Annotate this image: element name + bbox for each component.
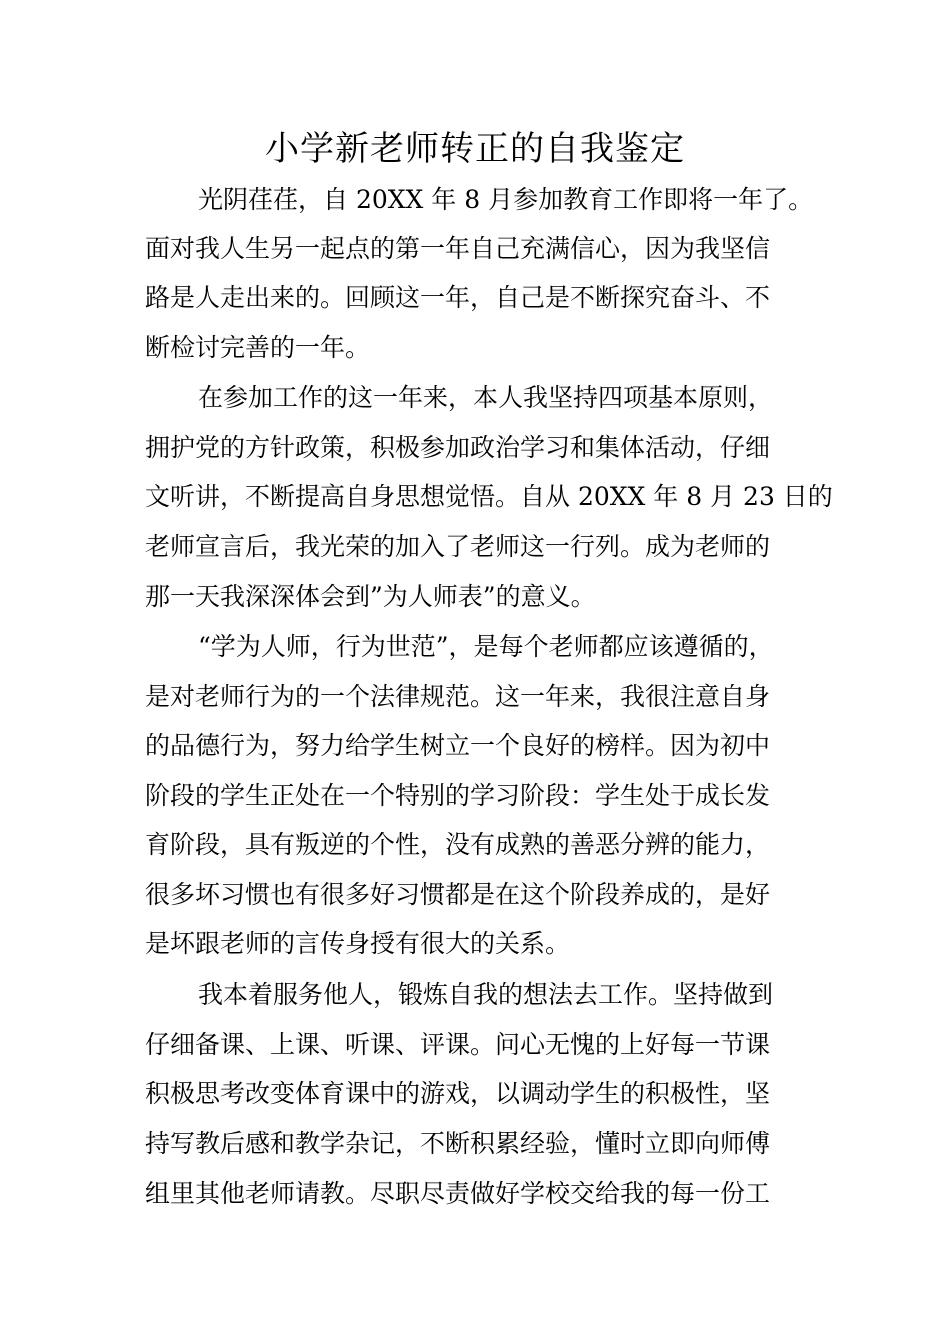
paragraph-2-line-1: 在参加工作的这一年来，本人我坚持四项基本原则， [198,383,774,412]
paragraph-1-line-2: 面对我人生另一起点的第一年自己充满信心，因为我坚信 [145,234,771,263]
document-title: 小学新老师转正的自我鉴定 [265,129,685,169]
paragraph-3-line-7: 是坏跟老师的言传身授有很大的关系。 [145,929,571,958]
paragraph-4-line-3: 积极思考改变体育课中的游戏，以调动学生的积极性，坚 [145,1079,771,1108]
paragraph-1-line-1: 光阴荏荏，自 20XX 年 8 月参加教育工作即将一年了。 [198,185,814,214]
paragraph-2-line-5: 那一天我深深体会到”为人师表”的意义。 [145,582,596,611]
paragraph-3-line-6: 很多坏习惯也有很多好习惯都是在这个阶段养成的，是好 [145,880,771,909]
paragraph-4-line-4: 持写教后感和教学杂记，不断积累经验，懂时立即向师傅 [145,1129,771,1158]
paragraph-4-line-5: 组里其他老师请教。尽职尽责做好学校交给我的每一份工 [145,1179,771,1208]
paragraph-3-line-1: “学为人师，行为世范”，是每个老师都应该遵循的， [198,632,774,661]
paragraph-3-line-4: 阶段的学生正处在一个特别的学习阶段：学生处于成长发 [145,781,771,810]
paragraph-3-line-2: 是对老师行为的一个法律规范。这一年来，我很注意自身 [145,682,771,711]
paragraph-2-line-3: 文听讲，不断提高自身思想觉悟。自从 20XX 年 8 月 23 日的 [145,482,833,511]
paragraph-3-line-3: 的品德行为，努力给学生树立一个良好的榜样。因为初中 [145,731,771,760]
paragraph-2-line-4: 老师宣言后，我光荣的加入了老师这一行列。成为老师的 [145,532,771,561]
paragraph-3-line-5: 育阶段，具有叛逆的个性，没有成熟的善恶分辨的能力， [145,830,771,859]
paragraph-4-line-2: 仔细备课、上课、听课、评课。问心无愧的上好每一节课 [145,1030,771,1059]
paragraph-2-line-2: 拥护党的方针政策，积极参加政治学习和集体活动，仔细 [145,433,771,462]
paragraph-1-line-4: 断检讨完善的一年。 [145,333,371,362]
paragraph-1-line-3: 路是人走出来的。回顾这一年，自己是不断探究奋斗、不 [145,283,771,312]
paragraph-4-line-1: 我本着服务他人，锻炼自我的想法去工作。坚持做到 [198,980,774,1009]
